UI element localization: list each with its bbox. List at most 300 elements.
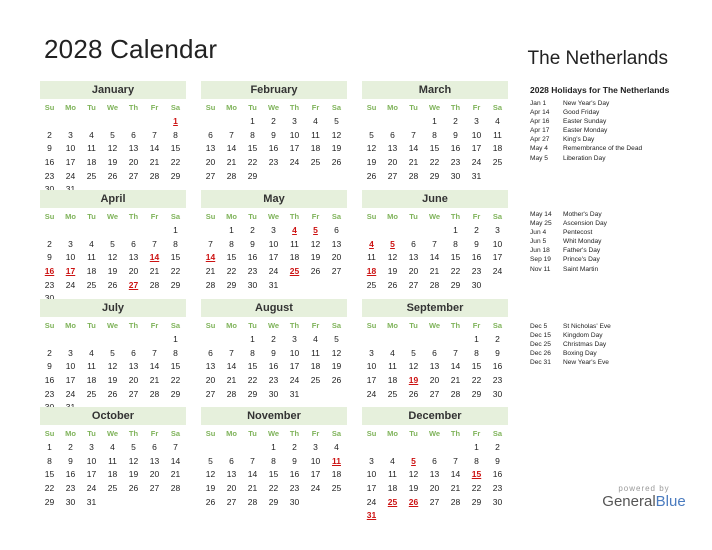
month-header: December	[362, 407, 508, 425]
day-cell: 24	[65, 170, 76, 181]
day-cell: 25	[86, 170, 97, 181]
weekday-label: Th	[450, 103, 461, 112]
weekday-label: We	[428, 212, 441, 221]
day-cell: 5	[334, 116, 339, 126]
day-cell: 17	[366, 375, 377, 386]
day-cell: 20	[128, 375, 139, 386]
weekday-label: Su	[44, 212, 55, 221]
day-cell: 16	[247, 252, 258, 263]
day-cell: 17	[268, 252, 279, 263]
day-cell: 16	[268, 361, 279, 372]
day-cell: 25	[310, 157, 321, 168]
weekday-label: We	[267, 103, 280, 112]
empty-day-cell	[424, 441, 445, 455]
day-cell: 25	[86, 279, 97, 290]
day-cell: 23	[44, 388, 55, 399]
day-cell: 28	[149, 170, 160, 181]
weekday-label: Fr	[311, 103, 320, 112]
day-cell: 8	[250, 129, 255, 140]
weekday-label: Su	[44, 321, 55, 330]
day-cell: 14	[149, 361, 160, 372]
day-cell: 16	[471, 252, 482, 263]
day-cell: 26	[310, 266, 321, 277]
weekday-label: Fr	[311, 321, 320, 330]
day-cell: 18	[492, 143, 503, 154]
weekday-label: Su	[205, 429, 216, 438]
day-cell: 17	[366, 483, 377, 494]
holiday-day-cell: 25	[289, 266, 300, 277]
weekday-label: We	[267, 429, 280, 438]
day-cell: 23	[471, 266, 482, 277]
holiday-entry	[530, 237, 607, 246]
holiday-day-cell: 4	[292, 225, 297, 235]
day-cell: 12	[366, 143, 377, 154]
day-cell: 15	[247, 361, 258, 372]
day-cell: 19	[128, 469, 139, 480]
day-cell: 19	[331, 143, 342, 154]
month-may	[201, 190, 347, 292]
day-cell: 5	[369, 129, 374, 140]
day-cell: 9	[453, 129, 458, 140]
day-cell: 7	[453, 455, 458, 466]
holiday-name: St Nicholas' Eve	[563, 323, 611, 330]
day-grid	[361, 224, 508, 292]
holiday-group	[530, 210, 607, 274]
day-cell: 21	[450, 375, 461, 386]
empty-day-cell	[81, 224, 102, 238]
empty-day-cell	[39, 333, 60, 347]
day-cell: 29	[247, 388, 258, 399]
day-cell: 7	[229, 129, 234, 140]
day-cell: 9	[47, 252, 52, 263]
empty-day-cell	[403, 441, 424, 455]
day-cell: 20	[128, 266, 139, 277]
day-cell: 28	[429, 279, 440, 290]
day-cell: 29	[450, 279, 461, 290]
day-cell: 21	[149, 157, 160, 168]
day-cell: 6	[131, 238, 136, 249]
day-grid	[200, 224, 347, 292]
day-cell: 23	[247, 266, 258, 277]
weekday-label: Mo	[226, 321, 237, 330]
empty-day-cell	[123, 333, 144, 347]
day-cell: 1	[474, 334, 479, 344]
day-cell: 2	[474, 225, 479, 235]
holiday-entry	[530, 108, 642, 117]
weekday-label: Su	[44, 429, 55, 438]
empty-day-cell	[123, 224, 144, 238]
day-cell: 13	[408, 252, 419, 263]
day-cell: 6	[334, 225, 339, 235]
day-cell: 11	[290, 238, 299, 249]
weekday-label: Mo	[65, 212, 76, 221]
day-cell: 24	[366, 388, 377, 399]
day-cell: 8	[271, 455, 276, 466]
day-cell: 7	[453, 347, 458, 358]
holiday-entry	[530, 340, 611, 349]
weekday-label: Su	[205, 321, 216, 330]
day-cell: 6	[208, 129, 213, 140]
day-cell: 15	[170, 361, 181, 372]
weekday-label: Mo	[65, 321, 76, 330]
day-cell: 13	[128, 252, 139, 263]
holiday-date: Jun 5	[530, 238, 547, 246]
day-cell: 9	[250, 238, 255, 249]
day-cell: 4	[110, 442, 115, 452]
day-cell: 14	[408, 143, 419, 154]
weekday-label: Mo	[387, 212, 398, 221]
day-cell: 27	[205, 170, 216, 181]
day-cell: 27	[205, 388, 216, 399]
weekday-label: We	[428, 321, 441, 330]
day-cell: 12	[205, 469, 216, 480]
day-cell: 3	[68, 238, 73, 249]
weekday-header-row	[39, 210, 186, 224]
day-cell: 17	[65, 157, 76, 168]
holiday-date: Dec 15	[530, 332, 551, 340]
holiday-name: New Year's Day	[563, 100, 610, 107]
weekday-label: We	[106, 103, 119, 112]
holiday-name: King's Day	[563, 136, 595, 144]
day-cell: 29	[170, 170, 181, 181]
day-cell: 17	[310, 469, 321, 480]
holiday-entry	[530, 117, 642, 126]
day-cell: 22	[170, 375, 181, 386]
day-cell: 4	[334, 442, 339, 452]
weekday-label: We	[267, 321, 280, 330]
day-cell: 3	[89, 442, 94, 452]
weekday-label: Mo	[387, 103, 398, 112]
weekday-label: We	[267, 212, 280, 221]
day-cell: 8	[250, 347, 255, 358]
day-cell: 26	[366, 170, 377, 181]
weekday-label: Sa	[170, 212, 181, 221]
weekday-label: Tu	[409, 429, 418, 438]
day-cell: 15	[450, 252, 461, 263]
weekday-header-row	[361, 319, 508, 333]
holiday-group	[530, 322, 611, 367]
day-cell: 22	[226, 266, 237, 277]
day-cell: 20	[149, 469, 160, 480]
day-cell: 2	[250, 225, 255, 235]
day-cell: 22	[247, 157, 258, 168]
empty-day-cell	[200, 115, 221, 129]
weekday-label: Sa	[492, 212, 503, 221]
empty-day-cell	[200, 224, 221, 238]
day-cell: 16	[492, 469, 503, 480]
day-cell: 29	[471, 496, 482, 507]
day-cell: 9	[47, 143, 52, 154]
day-cell: 21	[226, 375, 237, 386]
weekday-label: Th	[450, 212, 461, 221]
day-cell: 13	[149, 455, 160, 466]
weekday-header-row	[200, 210, 347, 224]
day-cell: 26	[205, 496, 216, 507]
day-cell: 8	[173, 129, 178, 140]
day-cell: 4	[89, 129, 94, 140]
day-cell: 25	[366, 279, 377, 290]
day-cell: 10	[366, 469, 377, 480]
empty-day-cell	[81, 333, 102, 347]
holiday-date: Sep 19	[530, 256, 551, 264]
holiday-entry	[530, 255, 607, 264]
day-cell: 8	[474, 455, 479, 466]
day-cell: 25	[331, 483, 342, 494]
weekday-label: Sa	[170, 321, 181, 330]
month-february	[201, 81, 347, 183]
day-cell: 18	[86, 375, 97, 386]
day-cell: 18	[387, 375, 398, 386]
day-cell: 29	[226, 279, 237, 290]
day-cell: 8	[474, 347, 479, 358]
day-cell: 14	[226, 361, 237, 372]
day-cell: 15	[247, 143, 258, 154]
day-cell: 1	[173, 334, 178, 344]
day-cell: 3	[495, 225, 500, 235]
brand-logo	[588, 484, 700, 510]
holiday-entry	[530, 144, 642, 153]
holiday-name: Saint Martin	[563, 265, 599, 273]
weekday-label: Tu	[248, 212, 257, 221]
day-cell: 8	[173, 347, 178, 358]
day-cell: 26	[331, 375, 342, 386]
month-july	[40, 299, 186, 415]
day-cell: 4	[495, 116, 500, 126]
holiday-day-cell: 14	[205, 252, 216, 263]
month-header: October	[40, 407, 186, 425]
month-january	[40, 81, 186, 197]
day-cell: 27	[128, 388, 139, 399]
weekday-label: Tu	[409, 103, 418, 112]
day-cell: 16	[44, 157, 55, 168]
weekday-label: Su	[205, 103, 216, 112]
empty-day-cell	[382, 115, 403, 129]
empty-day-cell	[361, 441, 382, 455]
holiday-entry	[530, 210, 607, 219]
day-cell: 24	[268, 266, 279, 277]
day-cell: 9	[495, 455, 500, 466]
day-cell: 6	[152, 442, 157, 452]
page-title: 2028 Calendar	[44, 34, 218, 64]
empty-day-cell	[361, 224, 382, 238]
day-cell: 10	[471, 129, 482, 140]
holiday-name: Boxing Day	[563, 350, 597, 358]
day-cell: 13	[226, 469, 237, 480]
day-cell: 28	[226, 388, 237, 399]
day-cell: 21	[170, 469, 181, 480]
day-cell: 16	[492, 361, 503, 372]
day-cell: 1	[250, 334, 255, 344]
holiday-date: May 14	[530, 211, 552, 218]
day-cell: 1	[453, 225, 458, 235]
day-cell: 5	[411, 347, 416, 358]
day-cell: 2	[271, 334, 276, 344]
day-cell: 19	[310, 252, 321, 263]
day-cell: 30	[492, 388, 503, 399]
weekday-label: Sa	[331, 212, 342, 221]
day-cell: 3	[292, 334, 297, 344]
day-cell: 28	[170, 483, 181, 494]
holiday-entry	[530, 228, 607, 237]
day-grid	[200, 115, 347, 183]
day-grid	[200, 441, 347, 509]
day-cell: 20	[387, 157, 398, 168]
month-march	[362, 81, 508, 183]
weekday-label: Mo	[65, 103, 76, 112]
day-cell: 7	[229, 347, 234, 358]
holiday-entry	[530, 358, 611, 367]
day-cell: 2	[495, 334, 500, 344]
day-cell: 24	[65, 279, 76, 290]
day-cell: 4	[89, 347, 94, 358]
holiday-name: Remembrance of the Dead	[563, 145, 643, 153]
holiday-name: Prince's Day	[563, 256, 600, 264]
day-cell: 30	[247, 279, 258, 290]
day-cell: 18	[387, 483, 398, 494]
weekday-label: Tu	[248, 103, 257, 112]
day-cell: 21	[149, 266, 160, 277]
day-cell: 10	[492, 238, 503, 249]
day-cell: 1	[47, 442, 52, 452]
day-cell: 12	[408, 361, 419, 372]
day-cell: 7	[411, 129, 416, 140]
holiday-date: May 5	[530, 154, 548, 162]
day-cell: 20	[331, 252, 342, 263]
day-cell: 11	[108, 455, 117, 466]
day-cell: 13	[205, 143, 216, 154]
day-cell: 12	[107, 361, 118, 372]
month-header: July	[40, 299, 186, 317]
day-cell: 12	[331, 347, 342, 358]
day-cell: 11	[388, 361, 397, 372]
weekday-label: Su	[366, 429, 377, 438]
holiday-name: Easter Monday	[563, 127, 608, 135]
weekday-label: Th	[450, 321, 461, 330]
empty-day-cell	[144, 224, 165, 238]
holiday-entry	[530, 126, 642, 135]
holiday-name: Good Friday	[563, 109, 600, 117]
holiday-date: Apr 17	[530, 127, 550, 135]
holiday-day-cell: 17	[65, 266, 76, 277]
empty-day-cell	[242, 441, 263, 455]
weekday-label: Su	[366, 321, 377, 330]
day-cell: 20	[429, 483, 440, 494]
month-header: September	[362, 299, 508, 317]
holiday-name: Easter Sunday	[563, 118, 607, 126]
powered-by-text: powered by	[618, 484, 670, 493]
weekday-label: Th	[289, 103, 300, 112]
day-cell: 24	[366, 496, 377, 507]
day-cell: 27	[429, 388, 440, 399]
weekday-label: Su	[366, 212, 377, 221]
holiday-date: Jun 4	[530, 229, 547, 237]
day-cell: 21	[149, 375, 160, 386]
empty-day-cell	[221, 441, 242, 455]
day-cell: 12	[387, 252, 398, 263]
holiday-day-cell: 26	[408, 496, 419, 507]
day-cell: 12	[107, 143, 118, 154]
weekday-label: Th	[128, 103, 139, 112]
holiday-day-cell: 25	[387, 496, 398, 507]
day-cell: 28	[247, 496, 258, 507]
weekday-label: Fr	[472, 103, 481, 112]
holiday-name: Liberation Day	[563, 154, 606, 162]
day-cell: 28	[149, 279, 160, 290]
day-cell: 4	[313, 116, 318, 126]
empty-day-cell	[382, 224, 403, 238]
day-cell: 19	[205, 483, 216, 494]
day-cell: 13	[331, 238, 342, 249]
day-cell: 27	[429, 496, 440, 507]
day-cell: 2	[453, 116, 458, 126]
day-cell: 9	[271, 129, 276, 140]
weekday-label: Sa	[492, 429, 503, 438]
month-august	[201, 299, 347, 401]
weekday-label: Sa	[331, 321, 342, 330]
day-cell: 20	[226, 483, 237, 494]
weekday-label: Th	[128, 321, 139, 330]
day-cell: 22	[170, 266, 181, 277]
holiday-day-cell: 4	[369, 238, 374, 249]
day-cell: 28	[450, 496, 461, 507]
day-cell: 29	[44, 496, 55, 507]
day-cell: 3	[292, 116, 297, 126]
empty-day-cell	[60, 115, 81, 129]
day-cell: 13	[128, 143, 139, 154]
weekday-label: Fr	[150, 212, 159, 221]
day-cell: 15	[471, 361, 482, 372]
day-cell: 5	[208, 455, 213, 466]
day-cell: 10	[65, 361, 76, 372]
month-june	[362, 190, 508, 292]
weekday-label: Th	[128, 212, 139, 221]
day-cell: 19	[387, 266, 398, 277]
day-cell: 19	[366, 157, 377, 168]
weekday-label: Su	[205, 212, 216, 221]
holiday-entry	[530, 154, 642, 163]
weekday-label: Fr	[311, 212, 320, 221]
day-cell: 9	[292, 455, 297, 466]
day-cell: 18	[310, 361, 321, 372]
empty-day-cell	[445, 441, 466, 455]
day-cell: 31	[268, 279, 279, 290]
day-cell: 5	[110, 347, 115, 358]
day-cell: 17	[471, 143, 482, 154]
day-cell: 1	[474, 442, 479, 452]
day-cell: 28	[226, 170, 237, 181]
day-cell: 20	[128, 157, 139, 168]
month-header: February	[201, 81, 347, 99]
day-cell: 4	[390, 455, 395, 466]
weekday-label: Th	[289, 212, 300, 221]
day-cell: 11	[388, 469, 397, 480]
day-cell: 6	[208, 347, 213, 358]
day-cell: 6	[390, 129, 395, 140]
weekday-label: Tu	[248, 321, 257, 330]
day-cell: 28	[149, 388, 160, 399]
month-header: January	[40, 81, 186, 99]
weekday-label: Mo	[387, 429, 398, 438]
day-cell: 16	[450, 143, 461, 154]
weekday-header-row	[361, 101, 508, 115]
day-cell: 13	[128, 361, 139, 372]
month-header: November	[201, 407, 347, 425]
day-cell: 3	[271, 225, 276, 235]
day-cell: 4	[89, 238, 94, 249]
day-cell: 6	[411, 238, 416, 249]
weekday-label: Sa	[492, 103, 503, 112]
weekday-label: Sa	[170, 429, 181, 438]
